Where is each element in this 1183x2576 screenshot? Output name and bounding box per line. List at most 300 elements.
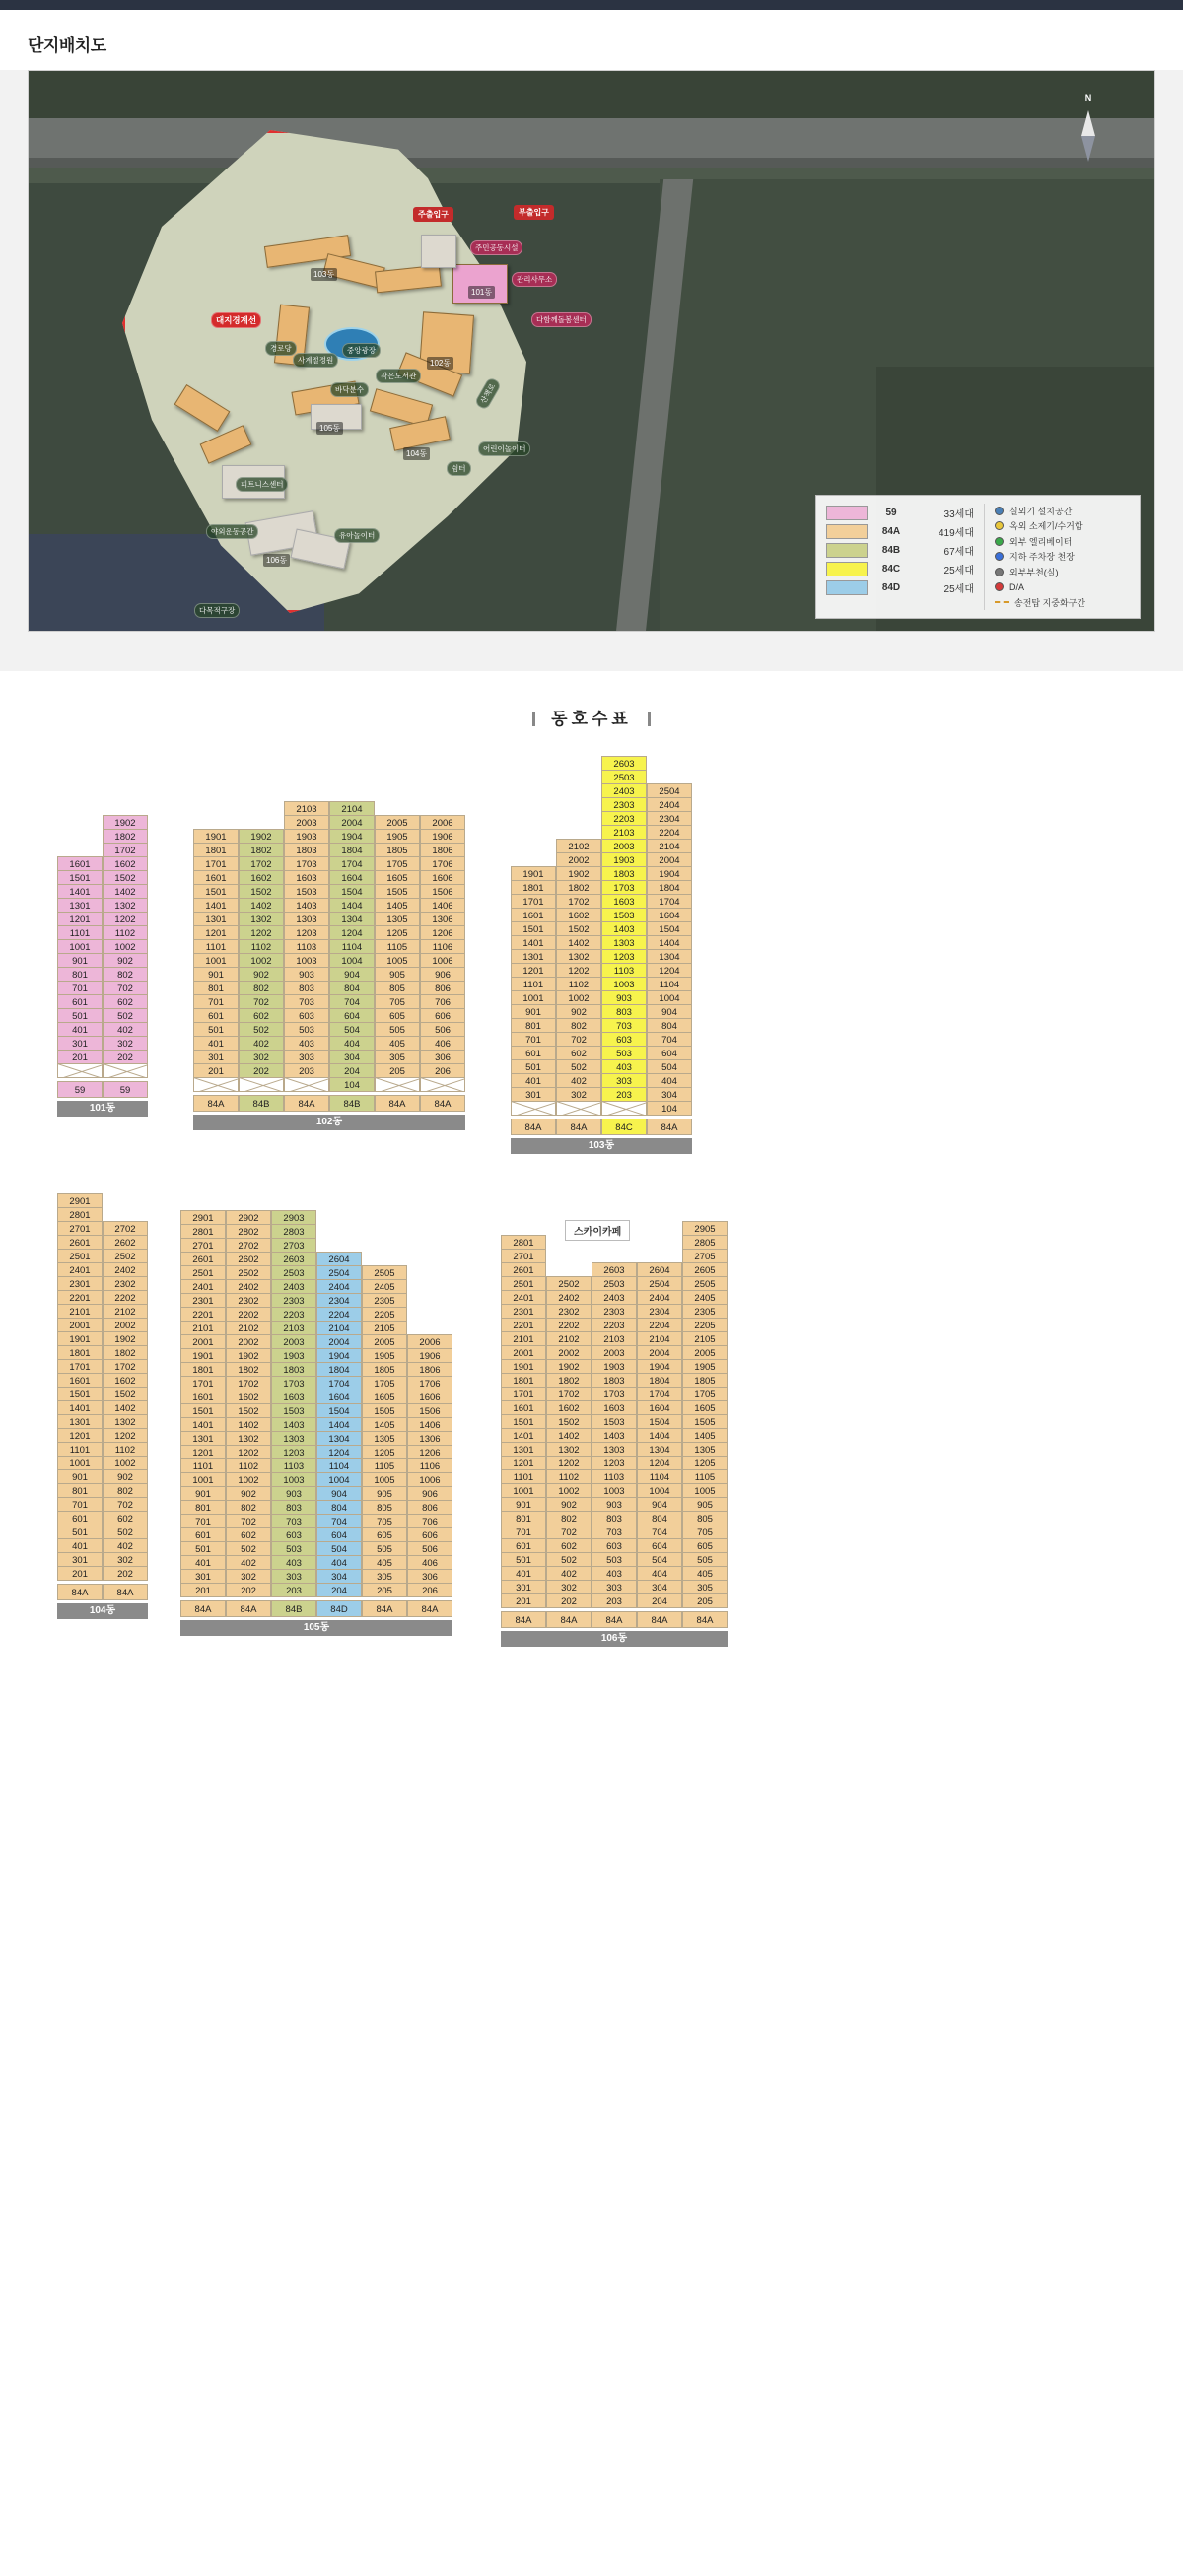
unit-cell[interactable]: 501 (57, 1008, 103, 1023)
unit-cell[interactable]: 602 (103, 1511, 148, 1525)
unit-cell[interactable]: 1103 (601, 963, 647, 978)
unit-cell[interactable]: 1301 (57, 898, 103, 913)
unit-cell[interactable]: 1002 (239, 953, 284, 968)
unit-cell[interactable]: 1403 (601, 921, 647, 936)
unit-cell[interactable]: 303 (271, 1569, 316, 1584)
unit-cell[interactable]: 1203 (601, 949, 647, 964)
unit-cell[interactable]: 1201 (511, 963, 556, 978)
unit-cell[interactable]: 701 (57, 981, 103, 995)
unit-cell[interactable]: 1805 (362, 1362, 407, 1377)
unit-cell[interactable]: 1905 (362, 1348, 407, 1363)
unit-cell[interactable]: 501 (511, 1059, 556, 1074)
unit-cell[interactable]: 1702 (226, 1376, 271, 1390)
unit-cell[interactable]: 406 (420, 1036, 465, 1051)
unit-cell[interactable]: 1001 (57, 1456, 103, 1470)
unit-cell[interactable]: 1001 (511, 990, 556, 1005)
unit-cell[interactable]: 2403 (271, 1279, 316, 1294)
unit-cell[interactable]: 1504 (316, 1403, 362, 1418)
unit-cell[interactable]: 1506 (420, 884, 465, 899)
unit-cell[interactable]: 1502 (546, 1414, 592, 1429)
unit-cell[interactable]: 2204 (637, 1318, 682, 1332)
unit-cell[interactable]: 1603 (271, 1390, 316, 1404)
unit-cell[interactable]: 1801 (57, 1345, 103, 1360)
unit-cell[interactable]: 1701 (511, 894, 556, 909)
unit-cell[interactable]: 702 (103, 981, 148, 995)
unit-cell[interactable]: 1704 (316, 1376, 362, 1390)
unit-cell[interactable]: 1802 (226, 1362, 271, 1377)
unit-cell[interactable]: 603 (271, 1527, 316, 1542)
unit-cell[interactable]: 1501 (501, 1414, 546, 1429)
unit-cell[interactable]: 503 (271, 1541, 316, 1556)
unit-cell[interactable]: 1502 (556, 921, 601, 936)
unit-cell[interactable]: 2401 (57, 1262, 103, 1277)
unit-cell[interactable]: 1906 (420, 829, 465, 844)
unit-cell[interactable]: 1004 (637, 1483, 682, 1498)
unit-cell[interactable]: 306 (407, 1569, 452, 1584)
unit-cell[interactable]: 602 (556, 1046, 601, 1060)
unit-cell[interactable]: 1603 (601, 894, 647, 909)
unit-cell[interactable]: 1204 (316, 1445, 362, 1459)
unit-cell[interactable]: 905 (682, 1497, 728, 1512)
unit-cell[interactable]: 1001 (180, 1472, 226, 1487)
unit-cell[interactable]: 805 (362, 1500, 407, 1515)
unit-cell[interactable]: 2602 (103, 1235, 148, 1250)
unit-cell[interactable]: 404 (316, 1555, 362, 1570)
unit-cell[interactable]: 502 (556, 1059, 601, 1074)
unit-cell[interactable]: 2302 (103, 1276, 148, 1291)
unit-cell[interactable]: 1704 (647, 894, 692, 909)
unit-cell[interactable]: 604 (316, 1527, 362, 1542)
unit-cell[interactable]: 303 (601, 1073, 647, 1088)
unit-cell[interactable]: 205 (375, 1063, 420, 1078)
unit-cell[interactable]: 2004 (329, 815, 375, 830)
unit-cell[interactable]: 404 (637, 1566, 682, 1581)
unit-cell[interactable]: 2402 (103, 1262, 148, 1277)
unit-cell[interactable]: 1603 (592, 1400, 637, 1415)
unit-cell[interactable]: 204 (637, 1593, 682, 1608)
unit-cell[interactable]: 503 (284, 1022, 329, 1037)
unit-cell[interactable]: 2405 (682, 1290, 728, 1305)
unit-cell[interactable]: 2304 (316, 1293, 362, 1308)
unit-cell[interactable]: 1903 (601, 852, 647, 867)
unit-cell[interactable]: 1802 (103, 829, 148, 844)
unit-cell[interactable]: 1802 (546, 1373, 592, 1388)
unit-cell[interactable]: 1302 (556, 949, 601, 964)
unit-cell[interactable]: 405 (375, 1036, 420, 1051)
unit-cell[interactable]: 1803 (284, 843, 329, 857)
unit-cell[interactable]: 1704 (637, 1387, 682, 1401)
unit-cell[interactable]: 1806 (420, 843, 465, 857)
unit-cell[interactable]: 1404 (647, 935, 692, 950)
unit-cell[interactable]: 1703 (284, 856, 329, 871)
unit-cell[interactable]: 2402 (226, 1279, 271, 1294)
unit-cell[interactable]: 2702 (103, 1221, 148, 1236)
unit-cell[interactable]: 801 (193, 981, 239, 995)
unit-cell[interactable]: 905 (362, 1486, 407, 1501)
unit-cell[interactable]: 1302 (239, 912, 284, 926)
unit-cell[interactable]: 1001 (193, 953, 239, 968)
unit-cell[interactable]: 804 (329, 981, 375, 995)
unit-cell[interactable]: 1701 (180, 1376, 226, 1390)
unit-cell[interactable]: 1501 (57, 1387, 103, 1401)
unit-cell[interactable]: 2302 (226, 1293, 271, 1308)
unit-cell[interactable]: 1505 (682, 1414, 728, 1429)
unit-cell[interactable]: 2805 (682, 1235, 728, 1250)
unit-cell[interactable]: 1504 (329, 884, 375, 899)
unit-cell[interactable]: 1105 (362, 1458, 407, 1473)
unit-cell[interactable]: 1906 (407, 1348, 452, 1363)
unit-cell[interactable]: 1904 (316, 1348, 362, 1363)
unit-cell[interactable]: 1803 (592, 1373, 637, 1388)
unit-cell[interactable]: 802 (226, 1500, 271, 1515)
unit-cell[interactable]: 704 (329, 994, 375, 1009)
unit-cell[interactable]: 1501 (193, 884, 239, 899)
unit-cell[interactable]: 605 (682, 1538, 728, 1553)
unit-cell[interactable]: 1801 (193, 843, 239, 857)
unit-cell[interactable]: 904 (316, 1486, 362, 1501)
unit-cell[interactable]: 1903 (284, 829, 329, 844)
unit-cell[interactable]: 2603 (592, 1262, 637, 1277)
unit-cell[interactable]: 1002 (546, 1483, 592, 1498)
unit-cell[interactable]: 1304 (637, 1442, 682, 1457)
unit-cell[interactable]: 1703 (601, 880, 647, 895)
unit-cell[interactable]: 602 (239, 1008, 284, 1023)
unit-cell[interactable]: 1604 (329, 870, 375, 885)
unit-cell[interactable]: 903 (601, 990, 647, 1005)
unit-cell[interactable]: 2302 (546, 1304, 592, 1319)
unit-cell[interactable]: 2801 (57, 1207, 103, 1222)
unit-cell[interactable]: 1902 (239, 829, 284, 844)
unit-cell[interactable]: 2801 (180, 1224, 226, 1239)
unit-cell[interactable]: 502 (103, 1525, 148, 1539)
unit-cell[interactable]: 1701 (193, 856, 239, 871)
unit-cell[interactable]: 1402 (546, 1428, 592, 1443)
unit-cell[interactable]: 401 (501, 1566, 546, 1581)
unit-cell[interactable]: 2505 (682, 1276, 728, 1291)
unit-cell[interactable]: 603 (592, 1538, 637, 1553)
unit-cell[interactable]: 403 (284, 1036, 329, 1051)
unit-cell[interactable]: 1802 (239, 843, 284, 857)
unit-cell[interactable]: 1303 (271, 1431, 316, 1446)
unit-cell[interactable]: 204 (329, 1063, 375, 1078)
unit-cell[interactable]: 702 (103, 1497, 148, 1512)
unit-cell[interactable]: 1304 (647, 949, 692, 964)
unit-cell[interactable]: 902 (103, 953, 148, 968)
unit-cell[interactable]: 1104 (316, 1458, 362, 1473)
unit-cell[interactable]: 705 (375, 994, 420, 1009)
unit-cell[interactable]: 1901 (501, 1359, 546, 1374)
unit-cell[interactable]: 1103 (592, 1469, 637, 1484)
unit-cell[interactable]: 802 (103, 967, 148, 982)
unit-cell[interactable]: 302 (103, 1036, 148, 1051)
unit-cell[interactable]: 1901 (511, 866, 556, 881)
unit-cell[interactable]: 905 (375, 967, 420, 982)
unit-cell[interactable]: 302 (239, 1050, 284, 1064)
unit-cell[interactable]: 2102 (226, 1321, 271, 1335)
unit-cell[interactable]: 1001 (57, 939, 103, 954)
unit-cell[interactable]: 1604 (637, 1400, 682, 1415)
unit-cell[interactable]: 2705 (682, 1249, 728, 1263)
unit-cell[interactable]: 705 (362, 1514, 407, 1528)
unit-cell[interactable]: 403 (271, 1555, 316, 1570)
unit-cell[interactable]: 1401 (57, 884, 103, 899)
unit-cell[interactable]: 1404 (637, 1428, 682, 1443)
unit-cell[interactable]: 2502 (546, 1276, 592, 1291)
unit-cell[interactable]: 2201 (501, 1318, 546, 1332)
unit-cell[interactable]: 2401 (501, 1290, 546, 1305)
unit-cell[interactable]: 1102 (546, 1469, 592, 1484)
unit-cell[interactable]: 2502 (226, 1265, 271, 1280)
unit-cell[interactable]: 1305 (362, 1431, 407, 1446)
unit-cell[interactable]: 604 (647, 1046, 692, 1060)
unit-cell[interactable]: 1202 (103, 912, 148, 926)
unit-cell[interactable]: 704 (647, 1032, 692, 1047)
unit-cell[interactable]: 2801 (501, 1235, 546, 1250)
unit-cell[interactable]: 1903 (271, 1348, 316, 1363)
unit-cell[interactable]: 2204 (316, 1307, 362, 1322)
unit-cell[interactable]: 2005 (362, 1334, 407, 1349)
unit-cell[interactable]: 1101 (511, 977, 556, 991)
unit-cell[interactable]: 1306 (407, 1431, 452, 1446)
unit-cell[interactable]: 2501 (57, 1249, 103, 1263)
unit-cell[interactable]: 803 (284, 981, 329, 995)
unit-cell[interactable]: 702 (546, 1525, 592, 1539)
unit-cell[interactable]: 1604 (316, 1390, 362, 1404)
unit-cell[interactable]: 2305 (362, 1293, 407, 1308)
unit-cell[interactable]: 702 (239, 994, 284, 1009)
unit-cell[interactable]: 901 (511, 1004, 556, 1019)
unit-cell[interactable]: 502 (226, 1541, 271, 1556)
unit-cell[interactable]: 601 (193, 1008, 239, 1023)
unit-cell[interactable]: 804 (316, 1500, 362, 1515)
unit-cell[interactable]: 2102 (546, 1331, 592, 1346)
unit-cell[interactable]: 2604 (316, 1252, 362, 1266)
unit-cell[interactable]: 2603 (601, 756, 647, 771)
unit-cell[interactable]: 2404 (647, 797, 692, 812)
unit-cell[interactable]: 802 (103, 1483, 148, 1498)
unit-cell[interactable]: 202 (226, 1583, 271, 1597)
unit-cell[interactable]: 1202 (546, 1456, 592, 1470)
unit-cell[interactable]: 1902 (556, 866, 601, 881)
unit-cell[interactable]: 2902 (226, 1210, 271, 1225)
unit-cell[interactable]: 1902 (546, 1359, 592, 1374)
unit-cell[interactable]: 304 (637, 1580, 682, 1594)
unit-cell[interactable]: 1002 (226, 1472, 271, 1487)
unit-cell[interactable]: 2802 (226, 1224, 271, 1239)
unit-cell[interactable]: 1406 (407, 1417, 452, 1432)
unit-cell[interactable]: 2202 (546, 1318, 592, 1332)
unit-cell[interactable]: 301 (501, 1580, 546, 1594)
unit-cell[interactable]: 904 (329, 967, 375, 982)
unit-cell[interactable]: 1402 (226, 1417, 271, 1432)
unit-cell[interactable]: 1304 (329, 912, 375, 926)
unit-cell[interactable]: 1604 (647, 908, 692, 922)
unit-cell[interactable]: 1104 (647, 977, 692, 991)
unit-cell[interactable]: 1004 (316, 1472, 362, 1487)
unit-cell[interactable]: 606 (407, 1527, 452, 1542)
unit-cell[interactable]: 1006 (420, 953, 465, 968)
unit-cell[interactable]: 1405 (682, 1428, 728, 1443)
unit-cell[interactable]: 2405 (362, 1279, 407, 1294)
unit-cell[interactable]: 1102 (556, 977, 601, 991)
unit-cell[interactable]: 2104 (647, 839, 692, 853)
unit-cell[interactable]: 502 (239, 1022, 284, 1037)
unit-cell[interactable]: 2601 (501, 1262, 546, 1277)
unit-cell[interactable]: 1705 (375, 856, 420, 871)
unit-cell[interactable]: 104 (647, 1101, 692, 1116)
unit-cell[interactable]: 1705 (682, 1387, 728, 1401)
unit-cell[interactable]: 2103 (271, 1321, 316, 1335)
unit-cell[interactable]: 1503 (592, 1414, 637, 1429)
unit-cell[interactable]: 1301 (511, 949, 556, 964)
unit-cell[interactable]: 1605 (375, 870, 420, 885)
unit-cell[interactable]: 1801 (180, 1362, 226, 1377)
unit-cell[interactable]: 1601 (180, 1390, 226, 1404)
unit-cell[interactable]: 1101 (180, 1458, 226, 1473)
unit-cell[interactable]: 2501 (180, 1265, 226, 1280)
unit-cell[interactable]: 1504 (637, 1414, 682, 1429)
unit-cell[interactable]: 1702 (103, 843, 148, 857)
unit-cell[interactable]: 903 (271, 1486, 316, 1501)
unit-cell[interactable]: 1202 (239, 925, 284, 940)
unit-cell[interactable]: 1204 (647, 963, 692, 978)
unit-cell[interactable]: 703 (601, 1018, 647, 1033)
unit-cell[interactable]: 1205 (375, 925, 420, 940)
unit-cell[interactable]: 602 (546, 1538, 592, 1553)
unit-cell[interactable]: 2202 (226, 1307, 271, 1322)
unit-cell[interactable]: 1201 (501, 1456, 546, 1470)
unit-cell[interactable]: 2102 (556, 839, 601, 853)
unit-cell[interactable]: 1302 (103, 1414, 148, 1429)
unit-cell[interactable]: 305 (362, 1569, 407, 1584)
unit-cell[interactable]: 801 (501, 1511, 546, 1525)
unit-cell[interactable]: 2602 (226, 1252, 271, 1266)
unit-cell[interactable]: 706 (420, 994, 465, 1009)
unit-cell[interactable]: 903 (592, 1497, 637, 1512)
unit-cell[interactable]: 302 (546, 1580, 592, 1594)
unit-cell[interactable]: 2701 (57, 1221, 103, 1236)
unit-cell[interactable]: 1705 (362, 1376, 407, 1390)
unit-cell[interactable]: 901 (57, 1469, 103, 1484)
unit-cell[interactable]: 1004 (329, 953, 375, 968)
unit-cell[interactable]: 1006 (407, 1472, 452, 1487)
unit-cell[interactable]: 701 (511, 1032, 556, 1047)
unit-cell[interactable]: 1606 (407, 1390, 452, 1404)
unit-cell[interactable]: 2605 (682, 1262, 728, 1277)
unit-cell[interactable]: 205 (362, 1583, 407, 1597)
unit-cell[interactable]: 205 (682, 1593, 728, 1608)
unit-cell[interactable]: 504 (637, 1552, 682, 1567)
unit-cell[interactable]: 405 (682, 1566, 728, 1581)
unit-cell[interactable]: 1602 (226, 1390, 271, 1404)
unit-cell[interactable]: 1601 (501, 1400, 546, 1415)
unit-cell[interactable]: 1203 (592, 1456, 637, 1470)
unit-cell[interactable]: 201 (57, 1566, 103, 1581)
unit-cell[interactable]: 2503 (592, 1276, 637, 1291)
unit-cell[interactable]: 1104 (329, 939, 375, 954)
unit-cell[interactable]: 1804 (316, 1362, 362, 1377)
unit-cell[interactable]: 2403 (592, 1290, 637, 1305)
unit-cell[interactable]: 1801 (501, 1373, 546, 1388)
unit-cell[interactable]: 302 (226, 1569, 271, 1584)
unit-cell[interactable]: 1403 (592, 1428, 637, 1443)
unit-cell[interactable]: 1602 (103, 856, 148, 871)
unit-cell[interactable]: 505 (362, 1541, 407, 1556)
unit-cell[interactable]: 203 (592, 1593, 637, 1608)
unit-cell[interactable]: 804 (637, 1511, 682, 1525)
unit-cell[interactable]: 2901 (180, 1210, 226, 1225)
unit-cell[interactable]: 1404 (329, 898, 375, 913)
unit-cell[interactable]: 1003 (592, 1483, 637, 1498)
unit-cell[interactable]: 801 (511, 1018, 556, 1033)
unit-cell[interactable]: 802 (546, 1511, 592, 1525)
unit-cell[interactable]: 1501 (180, 1403, 226, 1418)
unit-cell[interactable]: 2305 (682, 1304, 728, 1319)
unit-cell[interactable]: 1101 (501, 1469, 546, 1484)
unit-cell[interactable]: 2603 (271, 1252, 316, 1266)
unit-cell[interactable]: 501 (501, 1552, 546, 1567)
unit-cell[interactable]: 1501 (57, 870, 103, 885)
unit-cell[interactable]: 1302 (103, 898, 148, 913)
unit-cell[interactable]: 604 (329, 1008, 375, 1023)
unit-cell[interactable]: 1301 (501, 1442, 546, 1457)
unit-cell[interactable]: 301 (180, 1569, 226, 1584)
unit-cell[interactable]: 405 (362, 1555, 407, 1570)
unit-cell[interactable]: 2701 (180, 1238, 226, 1253)
unit-cell[interactable]: 2104 (329, 801, 375, 816)
unit-cell[interactable]: 1002 (556, 990, 601, 1005)
unit-cell[interactable]: 1904 (329, 829, 375, 844)
unit-cell[interactable]: 1202 (103, 1428, 148, 1443)
unit-cell[interactable]: 1202 (556, 963, 601, 978)
unit-cell[interactable]: 304 (647, 1087, 692, 1102)
unit-cell[interactable]: 1004 (647, 990, 692, 1005)
unit-cell[interactable]: 701 (180, 1514, 226, 1528)
unit-cell[interactable]: 401 (57, 1022, 103, 1037)
unit-cell[interactable]: 1803 (271, 1362, 316, 1377)
unit-cell[interactable]: 2004 (637, 1345, 682, 1360)
unit-cell[interactable]: 806 (420, 981, 465, 995)
unit-cell[interactable]: 2601 (57, 1235, 103, 1250)
unit-cell[interactable]: 203 (271, 1583, 316, 1597)
unit-cell[interactable]: 2403 (601, 783, 647, 798)
unit-cell[interactable]: 1506 (407, 1403, 452, 1418)
unit-cell[interactable]: 703 (284, 994, 329, 1009)
unit-cell[interactable]: 2004 (647, 852, 692, 867)
unit-cell[interactable]: 2301 (57, 1276, 103, 1291)
unit-cell[interactable]: 1102 (239, 939, 284, 954)
unit-cell[interactable]: 1305 (682, 1442, 728, 1457)
unit-cell[interactable]: 1105 (375, 939, 420, 954)
unit-cell[interactable]: 2203 (592, 1318, 637, 1332)
unit-cell[interactable]: 2203 (271, 1307, 316, 1322)
unit-cell[interactable]: 906 (407, 1486, 452, 1501)
unit-cell[interactable]: 806 (407, 1500, 452, 1515)
unit-cell[interactable]: 504 (316, 1541, 362, 1556)
unit-cell[interactable]: 2101 (501, 1331, 546, 1346)
unit-cell[interactable]: 1602 (103, 1373, 148, 1388)
unit-cell[interactable]: 2203 (601, 811, 647, 826)
unit-cell[interactable]: 1102 (103, 1442, 148, 1457)
unit-cell[interactable]: 1102 (103, 925, 148, 940)
unit-cell[interactable]: 705 (682, 1525, 728, 1539)
unit-cell[interactable]: 402 (226, 1555, 271, 1570)
unit-cell[interactable]: 504 (647, 1059, 692, 1074)
unit-cell[interactable]: 802 (556, 1018, 601, 1033)
unit-cell[interactable]: 1303 (592, 1442, 637, 1457)
unit-cell[interactable]: 2501 (501, 1276, 546, 1291)
unit-cell[interactable]: 1401 (57, 1400, 103, 1415)
